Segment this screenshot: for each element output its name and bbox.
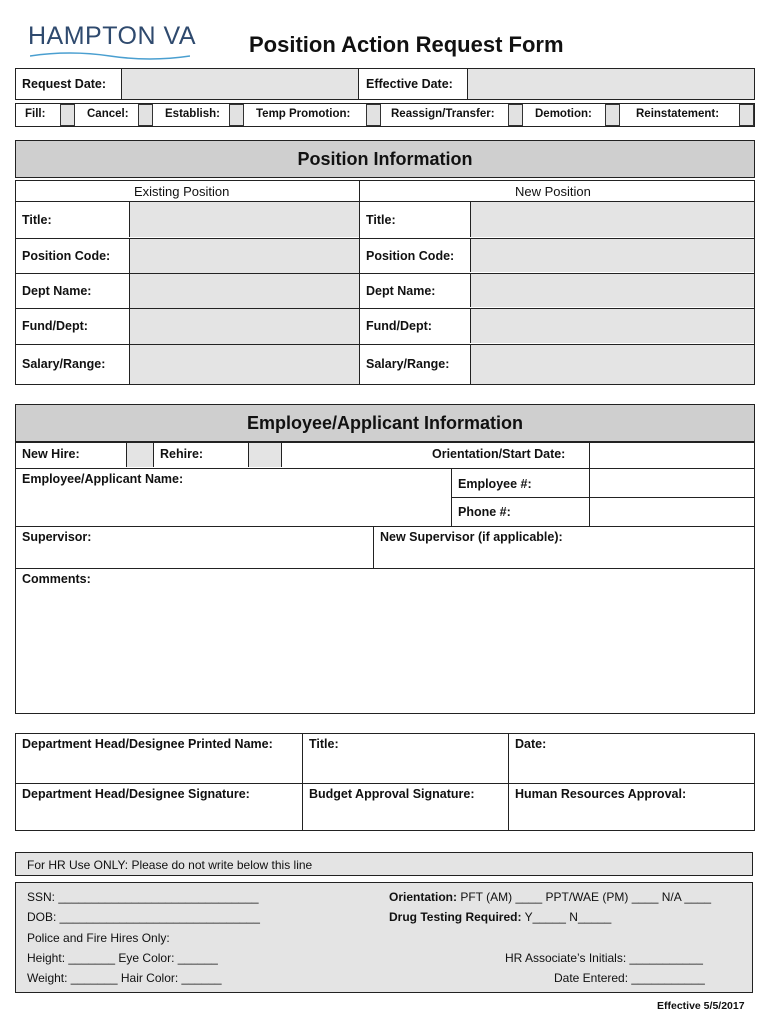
hr-height-eye: Height: _______ Eye Color: ______	[27, 951, 218, 965]
new-supervisor-input[interactable]	[375, 546, 753, 566]
establish-checkbox[interactable]	[229, 104, 244, 126]
reassign-checkbox[interactable]	[508, 104, 523, 126]
hr-drug-label: Drug Testing Required:	[389, 910, 522, 924]
new-dept-name-input[interactable]	[470, 274, 754, 307]
dept-head-signature-label: Department Head/Designee Signature:	[22, 787, 250, 801]
hr-ssn: SSN: ______________________________	[27, 890, 259, 904]
hr-orientation	[389, 890, 711, 904]
existing-position-code-label: Position Code:	[22, 249, 111, 263]
dept-head-name-input[interactable]	[17, 754, 300, 781]
new-supervisor-label: New Supervisor (if applicable):	[380, 530, 563, 544]
logo-wave-icon	[30, 51, 190, 61]
existing-title-label: Title:	[22, 213, 52, 227]
sig-title-input[interactable]	[304, 754, 506, 781]
new-dept-name-label: Dept Name:	[366, 284, 436, 298]
hr-approval-input[interactable]	[510, 804, 753, 829]
effective-footer: Effective 5/5/2017	[657, 1000, 745, 1012]
new-position-header: New Position	[515, 184, 591, 199]
phone-input[interactable]	[591, 498, 754, 525]
sig-date-input[interactable]	[510, 754, 753, 781]
request-date-input[interactable]	[121, 69, 359, 99]
hr-police-fire: Police and Fire Hires Only:	[27, 931, 170, 945]
sig-line	[15, 783, 755, 784]
budget-approval-label: Budget Approval Signature:	[309, 787, 475, 801]
demotion-checkbox[interactable]	[605, 104, 620, 126]
action-reassign-label: Reassign/Transfer:	[391, 108, 495, 120]
comments-input[interactable]	[17, 590, 753, 712]
logo-text: HAMPTON VA	[28, 22, 196, 50]
phone-label: Phone #:	[458, 505, 511, 519]
new-title-label: Title:	[366, 213, 396, 227]
supervisor-label: Supervisor:	[22, 530, 92, 544]
hr-approval-label: Human Resources Approval:	[515, 787, 687, 801]
existing-fund-dept-input[interactable]	[129, 308, 359, 344]
hr-drug-value: Y_____ N_____	[524, 910, 612, 924]
existing-fund-dept-label: Fund/Dept:	[22, 319, 88, 333]
rehire-label: Rehire:	[160, 447, 204, 461]
rehire-checkbox[interactable]	[248, 443, 282, 467]
request-date-label: Request Date:	[22, 77, 107, 91]
dept-head-name-label: Department Head/Designee Printed Name:	[22, 737, 273, 751]
fill-checkbox[interactable]	[60, 104, 75, 126]
emp-line-4	[15, 568, 755, 569]
comments-label: Comments:	[22, 572, 91, 586]
new-fund-dept-label: Fund/Dept:	[366, 319, 432, 333]
supervisor-divider	[373, 526, 374, 568]
action-establish-label: Establish:	[165, 108, 220, 120]
logo	[28, 22, 198, 64]
sig-divider-1	[302, 733, 303, 831]
action-reinstatement-label: Reinstatement:	[636, 108, 720, 120]
action-fill-label: Fill:	[25, 108, 46, 120]
new-salary-range-input[interactable]	[470, 345, 754, 384]
hr-weight-hair: Weight: _______ Hair Color: ______	[27, 971, 222, 985]
hr-date-entered: Date Entered: ___________	[554, 971, 705, 985]
employee-number-label: Employee #:	[458, 477, 532, 491]
employee-info-header: Employee/Applicant Information	[15, 404, 755, 442]
applicant-name-label: Employee/Applicant Name:	[22, 472, 184, 486]
supervisor-input[interactable]	[17, 546, 371, 566]
orientation-start-input[interactable]	[591, 443, 754, 467]
temp-promotion-checkbox[interactable]	[366, 104, 381, 126]
hr-use-notice: For HR Use ONLY: Please do not write below this line	[27, 858, 313, 872]
position-divider	[359, 180, 360, 385]
reinstatement-checkbox[interactable]	[739, 104, 754, 126]
existing-position-header: Existing Position	[134, 184, 230, 199]
hr-initials: HR Associate’s Initials: ___________	[505, 951, 703, 965]
existing-position-code-input[interactable]	[129, 238, 359, 273]
sig-title-label: Title:	[309, 737, 339, 751]
orientation-divider	[589, 442, 590, 526]
new-fund-dept-input[interactable]	[470, 309, 754, 343]
new-title-input[interactable]	[470, 202, 754, 237]
existing-dept-name-input[interactable]	[129, 273, 359, 308]
budget-approval-input[interactable]	[304, 804, 506, 829]
existing-title-input[interactable]	[129, 202, 359, 237]
dept-head-signature-input[interactable]	[17, 804, 300, 829]
emp-line-3	[15, 526, 755, 527]
action-temp-promotion-label: Temp Promotion:	[256, 108, 351, 120]
new-hire-label: New Hire:	[22, 447, 80, 461]
new-salary-range-label: Salary/Range:	[366, 357, 450, 371]
action-cancel-label: Cancel:	[87, 108, 129, 120]
action-demotion-label: Demotion:	[535, 108, 592, 120]
new-position-code-input[interactable]	[470, 239, 754, 272]
form-title: Position Action Request Form	[249, 32, 564, 57]
hr-dob: DOB: ______________________________	[27, 910, 260, 924]
existing-dept-name-label: Dept Name:	[22, 284, 92, 298]
hr-orientation-label: Orientation:	[389, 890, 457, 904]
hr-drug-testing	[389, 910, 611, 924]
employee-number-input[interactable]	[591, 469, 754, 496]
position-info-header: Position Information	[15, 140, 755, 178]
hr-orientation-value: PFT (AM) ____ PPT/WAE (PM) ____ N/A ____	[460, 890, 712, 904]
effective-date-label: Effective Date:	[366, 77, 453, 91]
existing-salary-range-label: Salary/Range:	[22, 357, 106, 371]
new-hire-checkbox[interactable]	[126, 443, 154, 467]
effective-date-input[interactable]	[467, 69, 754, 99]
new-position-code-label: Position Code:	[366, 249, 455, 263]
sig-divider-2	[508, 733, 509, 831]
orientation-start-label: Orientation/Start Date:	[432, 447, 566, 461]
applicant-name-input[interactable]	[17, 488, 449, 524]
cancel-checkbox[interactable]	[138, 104, 153, 126]
sig-date-label: Date:	[515, 737, 547, 751]
existing-salary-range-input[interactable]	[129, 344, 359, 384]
